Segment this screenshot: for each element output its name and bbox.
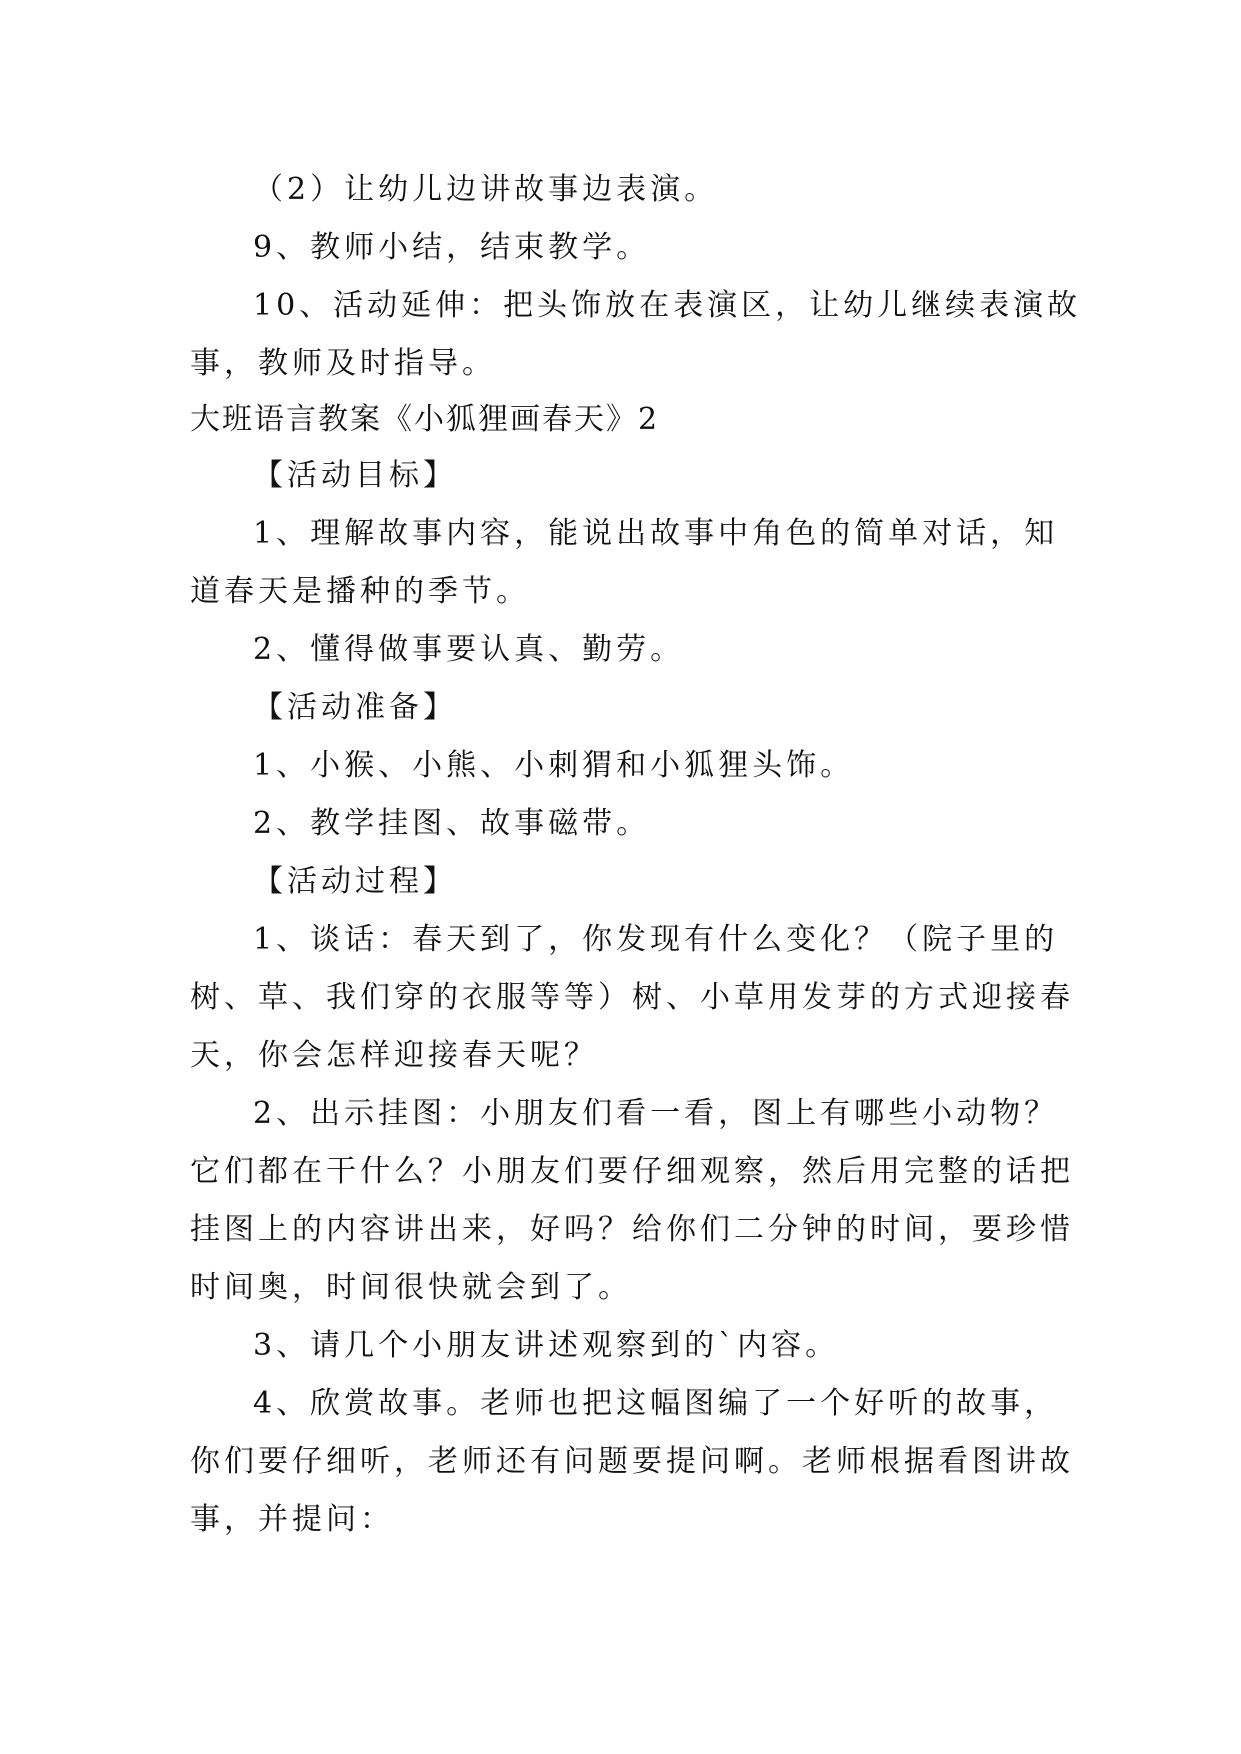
- paragraph-line: 2、教学挂图、故事磁带。: [253, 806, 651, 841]
- paragraph-line: 事，教师及时指导。: [190, 346, 496, 381]
- paragraph-line: 1、小猴、小熊、小刺猬和小狐狸头饰。: [253, 748, 855, 783]
- paragraph-line: 事，并提问：: [190, 1502, 394, 1537]
- paragraph-line: 1、理解故事内容，能说出故事中角色的简单对话，知: [253, 516, 1059, 551]
- paragraph-line: 天，你会怎样迎接春天呢？: [190, 1038, 598, 1073]
- paragraph-line: 2、出示挂图：小朋友们看一看，图上有哪些小动物？: [253, 1096, 1059, 1131]
- section-heading: 【活动目标】: [253, 458, 457, 493]
- paragraph-line: 挂图上的内容讲出来，好吗？给你们二分钟的时间，要珍惜: [190, 1212, 1074, 1247]
- paragraph-line: 3、请几个小朋友讲述观察到的`内容。: [253, 1328, 840, 1363]
- paragraph-line: （2）让幼儿边讲故事边表演。: [253, 172, 719, 207]
- paragraph-line: 它们都在干什么？小朋友们要仔细观察，然后用完整的话把: [190, 1154, 1074, 1189]
- paragraph-line: 9、教师小结，结束教学。: [253, 230, 651, 265]
- paragraph-line: 道春天是播种的季节。: [190, 574, 530, 609]
- paragraph-line: 你们要仔细听，老师还有问题要提问啊。老师根据看图讲故: [190, 1444, 1074, 1479]
- paragraph-line: 树、草、我们穿的衣服等等）树、小草用发芽的方式迎接春: [190, 980, 1074, 1015]
- section-heading: 【活动准备】: [253, 690, 457, 725]
- section-title: 大班语言教案《小狐狸画春天》2: [190, 402, 660, 437]
- paragraph-line: 1、谈话：春天到了，你发现有什么变化？（院子里的: [253, 922, 1059, 957]
- paragraph-line: 4、欣赏故事。老师也把这幅图编了一个好听的故事，: [253, 1386, 1059, 1421]
- paragraph-line: 时间奥，时间很快就会到了。: [190, 1270, 632, 1305]
- paragraph-line: 10、活动延伸：把头饰放在表演区，让幼儿继续表演故: [253, 288, 1082, 323]
- paragraph-line: 2、懂得做事要认真、勤劳。: [253, 632, 685, 667]
- section-heading: 【活动过程】: [253, 864, 457, 899]
